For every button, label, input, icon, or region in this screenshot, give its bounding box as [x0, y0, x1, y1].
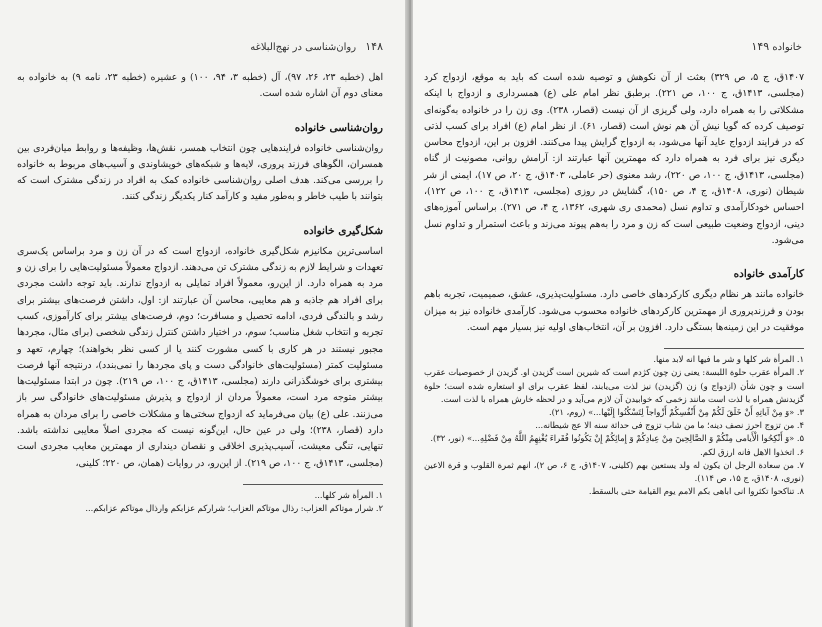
running-head-title: خانواده	[772, 42, 802, 53]
page-body	[424, 70, 804, 498]
right-page	[413, 0, 822, 627]
paragraph: اساسی‌ترین مکانیزم شکل‌گیری خانواده، ازدواج است که در آن زن و مرد براساس یک‌سری تعهدات و شرایط لازم به زندگی مشترک تن می‌دهند. ازدواج معمولاً مسئولیت‌هایی را برای زن و مرد به همراه دارد. از این‌رو، معمولاً افراد تمایلی به ازدواج ندارند. باید توجه داشت مجردی برای افراد هم جاذبه و هم معایبی، محاسن آن عبارتند از: اول، داشتن فرصت‌های بیشتر برای رشد و بالندگی فردی، ادامه تحصیل و مسافرت؛ دوم، فرصت‌های بیشتر برای کارآموزی، کسب تجربه و انتخاب شغل مناسب؛ سوم، در اختیار داشتن کنترل زندگی شخصی (برای مثال، مجردها مجبور نیستند در هر کاری با کسی مشورت کنند یا از کسی نظر بخواهند)؛ چهارم، تعهد و مسئولیت کمتر (مسئولیت‌های خانوادگی دست و پای مجردها را نمی‌بندد)، درنتیجه آنها فرصت بیشتری برای خوشگذرانی دارند (مجلسی، ۱۴۱۳ق، ج ۱۰۰، ص ۲۱۹). چون در ابتدا مسئولیت‌ها بیشتر متوجه مرد است، معمولاً مردان از ازدواج و پذیرش مسئولیت‌های خانوادگی سر باز می‌زنند. علی (ع) بیان می‌فرماید که ازدواج سختی‌ها و مشکلات خاصی را برای مردان به همراه دارد (قصار، ۲۳۸)؛ ولی در عین حال، این‌گونه نیست که مجردی اصلاً معایبی نداشته باشد. تنهایی، تنگی معیشت، آسیب‌پذیری اخلاقی و نقصان دینداری از مهمترین معایب مجردی است (مجلسی، ۱۴۱۳ق، ج ۱۰۰، ص ۲۱۹). از این‌رو، در روایات (همان، ص ۲۲۰؛ کلینی،	[17, 245, 383, 469]
footnote: ۱. المرأة شر کلها و شر ما فیها انه لابد منها.	[653, 354, 804, 365]
intro-paragraph: اهل (خطبه ۲۳، ۲۶، ۹۷)، آل (خطبه ۳، ۹۴، ۱۰۰) و عشیره (خطبه ۲۳، نامه ۹) به خانواده به معنای دوم آن اشاره شده است.	[17, 72, 384, 100]
paragraph: خانواده مانند هر نظام دیگری کارکردهای خاصی دارد. مسئولیت‌پذیری، عشق، صمیمیت، تجربه باهم بودن و فرزندپروری از مهمترین کارکردهای خانواده محسوب می‌شود. کارآمدی خانواده نیز به میزان موفقیت در این زمینه‌ها بستگی دارد. افزون بر آن، انتخاب‌های اولیه نیز بسیار مهم است.	[424, 289, 804, 333]
footnote: ۶. اتخذوا الاهل فانه ارزق لکم.	[700, 446, 804, 457]
footnote-divider	[243, 484, 383, 485]
page-body	[17, 70, 383, 515]
section-heading: شکل‌گیری خانواده	[303, 224, 383, 237]
footnote: ۷. من سعادة الرجل ان یکون له ولد یستعین بهم (کلینی، ۱۴۰۷ق، ج ۶، ص ۲)، انهم ثمرة القلوب و قرة الاعین (نوری، ۱۴۰۸ق، ج ۱۵، ص ۱۱۴).	[424, 459, 804, 483]
footnote: ۴. من تزوج احرز نصف دینه؛ ما من شاب تزوج فی حداثة سنه الا عج شیطانه...	[535, 420, 804, 431]
running-header	[250, 40, 383, 53]
running-header	[745, 40, 802, 53]
footnote: ۳. «وَ مِنْ آیاتِهِ أَنْ خَلَقَ لَکُمْ مِنْ أَنْفُسِکُمْ أَزْواجاً لِتَسْکُنُوا إِلَیْها...» (روم، ۲۱).	[549, 406, 804, 417]
section-heading: روان‌شناسی خانواده	[294, 121, 383, 134]
footnote: ۱. المرأة شر کلها...	[314, 489, 383, 500]
left-page	[0, 0, 407, 627]
footnotes	[424, 353, 804, 498]
footnotes	[17, 489, 383, 515]
section-heading: کارآمدی خانواده	[733, 268, 804, 281]
footnote: ۲. شرار موتاکم العزاب: رذال موتاکم العزاب؛ شرارکم عزابکم وارذال موتاکم عزابکم...	[85, 503, 383, 514]
intro-paragraph: ۱۴۰۷ق، ج ۵، ص ۳۲۹) بعثت از آن نکوهش و توصیه شده است که باید به موقع، ازدواج کرد (مجلسی، ۱۴۱۳ق، ج ۱۰۰، ص ۲۲۱). برطبق نظر امام علی (ع) همسرداری و ازدواج با اینکه مشکلاتی را به همراه دارد، ولی گریزی از آن نیست (قصار، ۲۳۸). وی زن را در خانواده به‌گونه‌ای توصیف کرده که گویا نیش آن هم نوش است (قصار، ۶۱). از نظر امام (ع) افراد برای کسب لذتی که در فرایند ازدواج عاید آنها می‌شود، به ازدواج گرایش پیدا می‌کنند. افزون بر این، ازدواج محاسن دیگری نیز برای فرد به همراه دارد که مهمترین آنها عبارتند از: آرامش روانی، مصونیت از گناه (مجلسی، ۱۴۱۳ق، ج ۱۰۰، ص ۲۲۰)، رشد معنوی (حر عاملی، ۱۴۰۳ق، ج ۲۰، ص ۱۷)، ایمنی از شر شیطان (نوری، ۱۴۰۸ق، ج ۴، ص ۱۵۰)، گشایش در روزی (مجلسی، ۱۴۱۳ق، ج ۱۰۰، ص ۱۲۲)، احساس خودکارآمدی و تداوم نسل (محمدی ری شهری، ۱۳۶۲، ج ۴، ص ۲۷۱). براساس آموزه‌های دینی، ازدواج وضعیت طبیعی است که زن و مرد را به‌هم پیوند می‌زند و باعث استمرار و تداوم نسل می‌شود.	[424, 72, 805, 246]
footnote: ۸. تناکحوا تکثروا انی اباهی بکم الامم یوم القیامة حتی بالسقط.	[588, 486, 804, 497]
page-number: ۱۴۸	[365, 40, 383, 53]
footnote-divider	[664, 348, 804, 349]
running-head-title: روان‌شناسی در نهج‌البلاغه	[250, 42, 357, 53]
paragraph: روان‌شناسی خانواده فرایندهایی چون انتخاب همسر، نقش‌ها، وظیفه‌ها و روابط میان‌فردی بین همسران، الگوهای فرزند پروری، لایه‌ها و شبکه‌های خویشاوندی و آسیب‌های مربوط به خانواده را بررسی می‌کند. هدف اصلی روان‌شناسی خانواده کمک به افراد در زندگی مشترک است که بتوانند با طیب خاطر و به‌طور مفید و کارآمد کنار یکدیگر زندگی کنند.	[17, 142, 383, 203]
footnote: ۲. المرأة عقرب حلوة اللبسة: یعنی زن چون کژدم است که شیرین است گزیدن او. گزیدن از خصوصیات عقرب است و چون شأن (ازدواج و) زن (گزیدن) نیز لذت می‌یابند، لفظ عقرب برای او استعاره شده است؛ حلوة گزیدنش همراه با لذت است مانند زخمی که خوابیدن آن لازم می‌آید و در لحظه خارش همراه با لذت است.	[424, 367, 804, 404]
footnote: ۵. «وَ أَنْکِحُوا الْأَیامی مِنْکُمْ وَ الصَّالِحِینَ مِنْ عِبادِکُمْ وَ إِمائِکُمْ إِنْ یَکُونُوا فُقَراءَ یُغْنِهِمُ اللَّهُ مِنْ فَضْلِهِ...» (نور، ۳۲).	[430, 433, 804, 444]
page-number: ۱۴۹	[751, 40, 770, 53]
